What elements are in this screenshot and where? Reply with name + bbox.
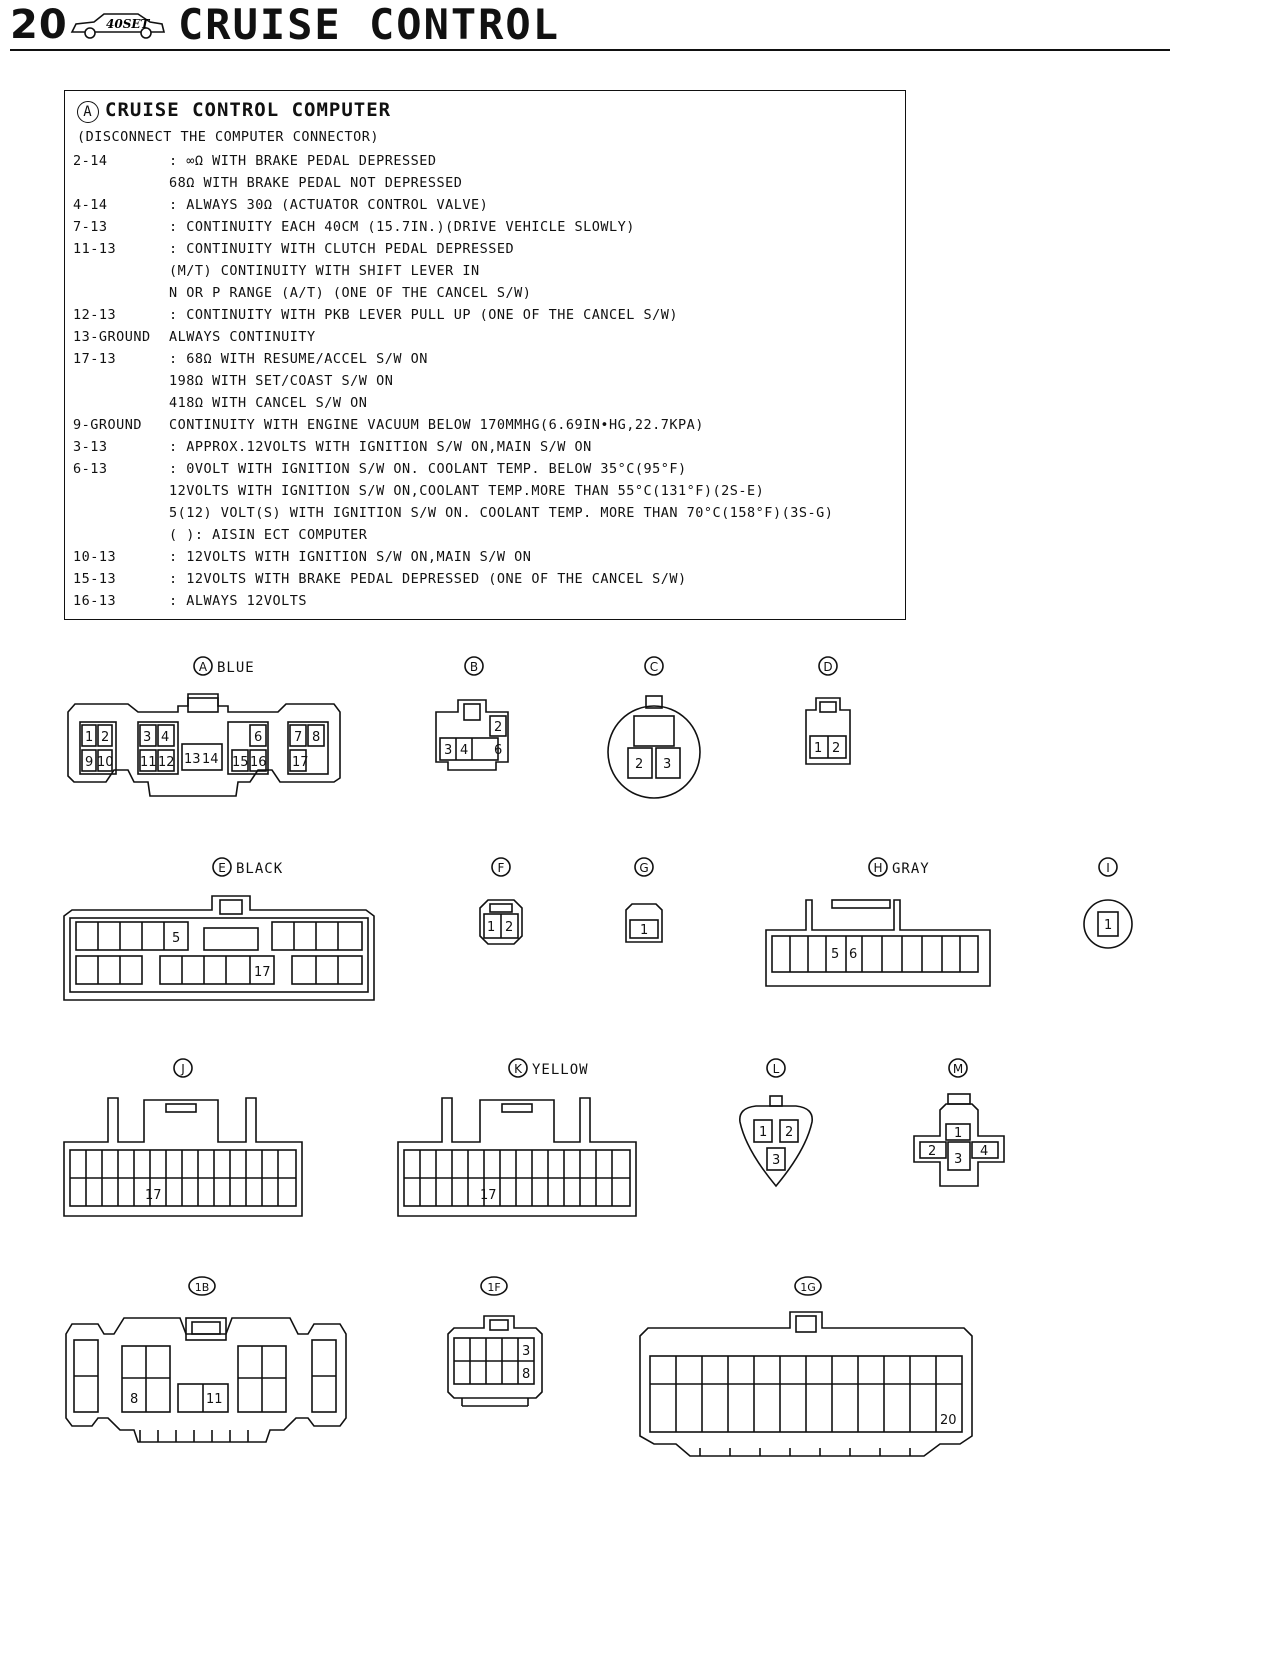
- spec-row-desc: : 12VOLTS WITH BRAKE PEDAL DEPRESSED (ONE OF THE CANCEL S/W): [169, 571, 687, 587]
- spec-row-desc: : CONTINUITY EACH 40CM (15.7IN.)(DRIVE VEHICLE SLOWLY): [169, 219, 635, 235]
- spec-row-desc: : CONTINUITY WITH PKB LEVER PULL UP (ONE OF THE CANCEL S/W): [169, 307, 679, 323]
- connector-e: [64, 858, 374, 1000]
- connector-g-letter: G: [639, 861, 649, 875]
- spec-row-term: 4-14: [73, 197, 108, 213]
- connector-f-letter: F: [497, 861, 505, 875]
- connector-c: [608, 657, 700, 798]
- pin-1f-8: 8: [522, 1367, 531, 1382]
- spec-row-term: 16-13: [73, 593, 117, 609]
- spec-row-desc: 68Ω WITH BRAKE PEDAL NOT DEPRESSED: [169, 175, 463, 191]
- connector-e-letter: E: [218, 861, 226, 875]
- spec-row-desc: CONTINUITY WITH ENGINE VACUUM BELOW 170MMHG(6.69IN•HG,22.7KPA): [169, 417, 704, 433]
- pin-a-14: 14: [202, 752, 219, 767]
- pin-m-2: 2: [928, 1144, 937, 1159]
- spec-row-term: 15-13: [73, 571, 117, 587]
- spec-row-desc: : CONTINUITY WITH CLUTCH PEDAL DEPRESSED: [169, 241, 515, 257]
- connector-k-letter: K: [514, 1062, 522, 1076]
- connector-d: [806, 657, 850, 764]
- pin-1b-8: 8: [130, 1392, 139, 1407]
- connector-d-letter: D: [823, 660, 833, 674]
- spec-title-text: CRUISE CONTROL COMPUTER: [105, 99, 392, 121]
- connector-1b-letter: 1B: [194, 1281, 210, 1294]
- connector-a-letter: A: [198, 660, 208, 674]
- spec-row-term: 6-13: [73, 461, 108, 477]
- connector-c-letter: C: [649, 660, 659, 674]
- pin-a-3: 3: [143, 730, 152, 745]
- spec-row-desc: : 68Ω WITH RESUME/ACCEL S/W ON: [169, 351, 428, 367]
- pin-1f-3: 3: [522, 1344, 531, 1359]
- connector-m-letter: M: [952, 1062, 964, 1076]
- connector-h: [766, 858, 990, 986]
- pin-a-16: 16: [250, 755, 267, 770]
- spec-row-desc: : 0VOLT WITH IGNITION S/W ON. COOLANT TEMP. BELOW 35°C(95°F): [169, 461, 687, 477]
- connector-k: [398, 1059, 636, 1216]
- pin-b-6: 6: [494, 743, 503, 758]
- pin-a-13: 13: [184, 752, 201, 767]
- connector-k-color: YELLOW: [532, 1062, 589, 1078]
- pin-d-1: 1: [814, 741, 823, 756]
- pin-a-17: 17: [292, 755, 309, 770]
- spec-row-term: 11-13: [73, 241, 117, 257]
- pin-c-3: 3: [663, 757, 672, 772]
- pin-k-17: 17: [480, 1188, 497, 1203]
- pin-j-17: 17: [145, 1188, 162, 1203]
- pin-c-2: 2: [635, 757, 644, 772]
- pin-e-17: 17: [254, 965, 271, 980]
- spec-row-term: 17-13: [73, 351, 117, 367]
- spec-row-term: 10-13: [73, 549, 117, 565]
- pin-a-4: 4: [161, 730, 170, 745]
- spec-note: (DISCONNECT THE COMPUTER CONNECTOR): [77, 129, 379, 145]
- spec-row-desc: : APPROX.12VOLTS WITH IGNITION S/W ON,MAIN S/W ON: [169, 439, 592, 455]
- spec-row-desc: 418Ω WITH CANCEL S/W ON: [169, 395, 368, 411]
- pin-a-6: 6: [254, 730, 263, 745]
- pin-g-1: 1: [640, 923, 649, 938]
- connector-g: [626, 858, 662, 942]
- pin-l-1: 1: [759, 1125, 768, 1140]
- pin-m-4: 4: [980, 1144, 989, 1159]
- spec-row-desc: : ALWAYS 12VOLTS: [169, 593, 308, 609]
- pin-f-1: 1: [487, 920, 496, 935]
- pin-d-2: 2: [832, 741, 841, 756]
- page-number: 20: [10, 2, 68, 48]
- spec-row-desc: N OR P RANGE (A/T) (ONE OF THE CANCEL S/W): [169, 285, 532, 301]
- spec-row-desc: ALWAYS CONTINUITY: [169, 329, 316, 345]
- pin-m-3: 3: [954, 1152, 963, 1167]
- pin-a-2: 2: [101, 730, 110, 745]
- connector-1g-letter: 1G: [800, 1281, 816, 1294]
- connector-1b: [66, 1277, 346, 1442]
- connector-m: [914, 1059, 1004, 1186]
- pin-h-5: 5: [831, 947, 840, 962]
- spec-row-desc: 12VOLTS WITH IGNITION S/W ON,COOLANT TEMP.MORE THAN 55°C(131°F)(2S-E): [169, 483, 765, 499]
- pin-h-6: 6: [849, 947, 858, 962]
- spec-row-desc: ( ): AISIN ECT COMPUTER: [169, 527, 368, 543]
- spec-row-desc: (M/T) CONTINUITY WITH SHIFT LEVER IN: [169, 263, 480, 279]
- pin-1g-20: 20: [940, 1413, 957, 1428]
- pin-l-2: 2: [785, 1125, 794, 1140]
- connector-l: [740, 1059, 812, 1186]
- pin-b-2: 2: [494, 720, 503, 735]
- pin-a-10: 10: [97, 755, 114, 770]
- connector-a: [68, 657, 340, 796]
- connector-f: [480, 858, 522, 944]
- connector-j: [64, 1059, 302, 1216]
- connector-1f-letter: 1F: [487, 1281, 501, 1294]
- pin-e-5: 5: [172, 931, 181, 946]
- spec-row-term: 2-14: [73, 153, 108, 169]
- spec-row-term: 3-13: [73, 439, 108, 455]
- spec-row-desc: 5(12) VOLT(S) WITH IGNITION S/W ON. COOLANT TEMP. MORE THAN 70°C(158°F)(3S-G): [169, 505, 834, 521]
- spec-row-desc: : 12VOLTS WITH IGNITION S/W ON,MAIN S/W ON: [169, 549, 532, 565]
- pin-a-1: 1: [85, 730, 94, 745]
- connector-i: [1084, 858, 1132, 948]
- connector-b-letter: B: [469, 660, 479, 674]
- spec-row-term: 9-GROUND: [73, 417, 143, 433]
- spec-row-desc: 198Ω WITH SET/COAST S/W ON: [169, 373, 394, 389]
- pin-a-9: 9: [85, 755, 94, 770]
- pin-m-1: 1: [954, 1126, 963, 1141]
- connector-b: [436, 657, 508, 770]
- logo-text: 40SET: [106, 17, 150, 31]
- connector-h-color: GRAY: [892, 861, 930, 877]
- pin-a-8: 8: [312, 730, 321, 745]
- pin-b-3: 3: [444, 743, 453, 758]
- spec-row-term: 7-13: [73, 219, 108, 235]
- spec-row-term: 13-GROUND: [73, 329, 151, 345]
- spec-row-desc: : ALWAYS 30Ω (ACTUATOR CONTROL VALVE): [169, 197, 489, 213]
- connector-j-letter: J: [181, 1062, 185, 1076]
- pin-b-4: 4: [460, 743, 469, 758]
- connector-h-letter: H: [873, 861, 883, 875]
- pin-i-1: 1: [1104, 918, 1113, 933]
- spec-row-term: 12-13: [73, 307, 117, 323]
- connector-a-color: BLUE: [217, 660, 255, 676]
- connector-l-letter: L: [772, 1062, 780, 1076]
- pin-a-12: 12: [158, 755, 175, 770]
- pin-a-15: 15: [232, 755, 249, 770]
- pin-a-11: 11: [140, 755, 157, 770]
- pin-f-2: 2: [505, 920, 514, 935]
- connector-e-color: BLACK: [236, 861, 284, 877]
- page-title: CRUISE CONTROL: [178, 0, 561, 49]
- pin-a-7: 7: [294, 730, 303, 745]
- connector-i-letter: I: [1106, 861, 1110, 875]
- spec-row-desc: : ∞Ω WITH BRAKE PEDAL DEPRESSED: [169, 153, 437, 169]
- pin-l-3: 3: [772, 1153, 781, 1168]
- connector-1g: [640, 1277, 972, 1456]
- spec-title-letter: A: [77, 101, 99, 123]
- pin-1b-11: 11: [206, 1392, 223, 1407]
- connector-1f: [448, 1277, 542, 1406]
